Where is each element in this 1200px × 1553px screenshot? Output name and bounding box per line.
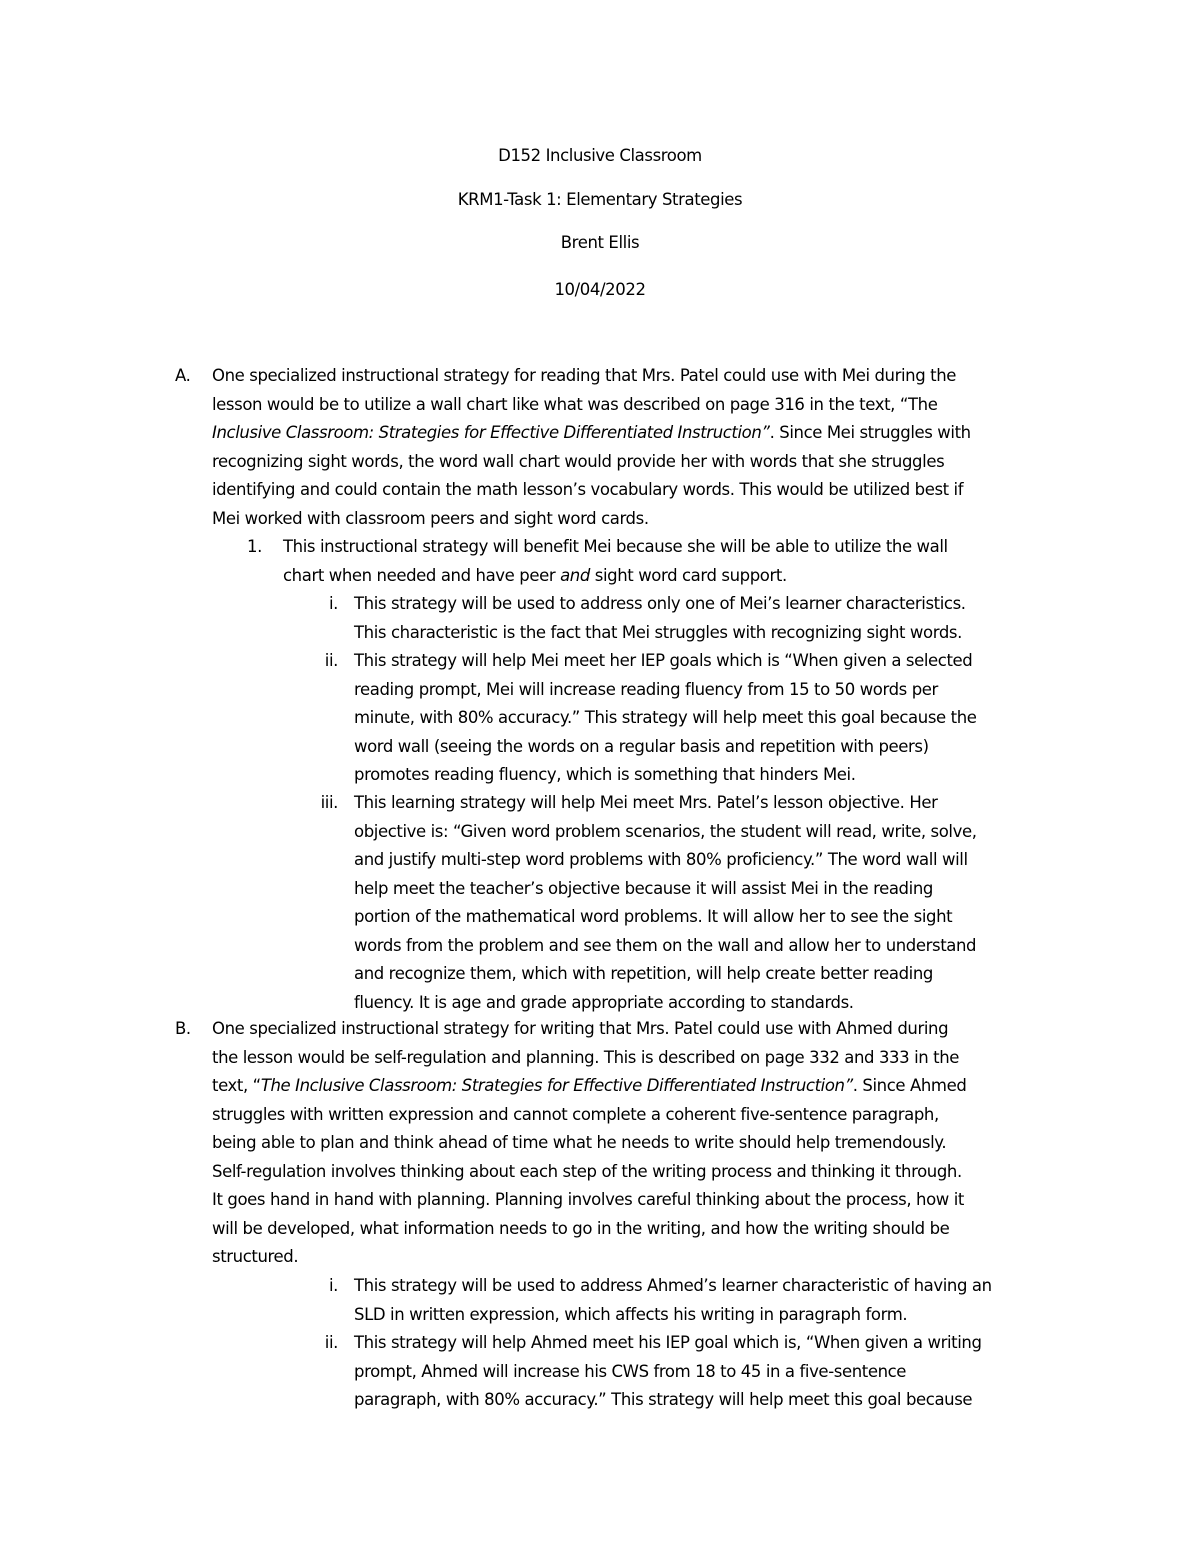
section-a-line-3-rest: . Since Mei struggles with <box>769 423 971 442</box>
b-sub-i-paragraph <box>354 1272 992 1329</box>
b-sub-ii-paragraph <box>354 1329 982 1415</box>
sub-iii-line-8: fluency. It is age and grade appropriate according to standards. <box>354 992 854 1012</box>
sub-iii-line-6: words from the problem and see them on the wall and allow her to understand <box>354 935 977 955</box>
sub-iii-line-5: portion of the mathematical word problems. It will allow her to see the sight <box>354 907 953 926</box>
item-1-marker: 1. <box>247 537 262 556</box>
section-a-line-6: Mei worked with classroom peers and sight word cards. <box>212 508 649 528</box>
section-b-line-7: It goes hand in hand with planning. Planning involves careful thinking about the process, how it <box>212 1190 964 1209</box>
item-1-line-2-pre: chart when needed and have peer <box>283 565 561 585</box>
sub-i-line-2: This characteristic is the fact that Mei struggles with recognizing sight words. <box>354 622 962 642</box>
sub-ii-line-3: minute, with 80% accuracy.” This strategy will help meet this goal because the <box>354 708 977 727</box>
section-b-paragraph <box>212 1015 966 1272</box>
b-sub-ii-line-1: This strategy will help Ahmed meet his IEP goal which is, “When given a writing <box>354 1333 982 1352</box>
sub-i-paragraph <box>354 590 966 647</box>
sub-ii-line-4: word wall (seeing the words on a regular basis and repetition with peers) <box>354 736 929 756</box>
emphasis-italic: and <box>560 565 590 585</box>
item-1-line-2-post: sight word card support. <box>589 565 787 585</box>
section-b-line-2: the lesson would be self-regulation and planning. This is described on page 332 and 333 in the <box>212 1047 960 1067</box>
sub-ii-marker: ii. <box>324 651 338 670</box>
book-title-italic: Inclusive Classroom: Strategies for Effective Differentiated Instruction” <box>212 423 770 442</box>
sub-ii-paragraph <box>354 647 977 790</box>
item-1-line-2 <box>283 562 948 591</box>
sub-iii-line-3: and justify multi-step word problems with 80% proficiency.” The word wall will <box>354 850 968 869</box>
book-title-italic: The Inclusive Classroom: Strategies for Effective Differentiated Instruction” <box>260 1076 853 1095</box>
sub-iii-line-4: help meet the teacher’s objective because it will assist Mei in the reading <box>354 878 933 898</box>
item-1-paragraph <box>283 533 948 590</box>
b-sub-i-line-1: This strategy will be used to address Ahmed’s learner characteristic of having an <box>354 1276 992 1295</box>
sub-i-line-1: This strategy will be used to address only one of Mei’s learner characteristics. <box>354 594 966 613</box>
section-b-marker: B. <box>175 1019 191 1038</box>
section-a-line-3 <box>212 419 971 448</box>
b-sub-ii-line-2: prompt, Ahmed will increase his CWS from 18 to 45 in a five-sentence <box>354 1361 907 1381</box>
b-sub-ii-line-3: paragraph, with 80% accuracy.” This strategy will help meet this goal because <box>354 1390 973 1409</box>
section-b-line-1: One specialized instructional strategy for writing that Mrs. Patel could use with Ahmed during <box>212 1019 949 1038</box>
section-a-line-5: identifying and could contain the math lesson’s vocabulary words. This would be utilized best if <box>212 480 964 499</box>
section-b-line-3 <box>212 1072 966 1101</box>
sub-ii-line-2: reading prompt, Mei will increase reading fluency from 15 to 50 words per <box>354 679 938 699</box>
section-b-line-3-rest: . Since Ahmed <box>852 1076 967 1095</box>
sub-iii-line-1: This learning strategy will help Mei meet Mrs. Patel’s lesson objective. Her <box>354 793 938 812</box>
b-sub-i-marker: i. <box>328 1276 338 1295</box>
sub-ii-line-5: promotes reading fluency, which is something that hinders Mei. <box>354 765 856 784</box>
section-a-marker: A. <box>175 366 191 385</box>
section-a-line-2: lesson would be to utilize a wall chart like what was described on page 316 in the text, “The <box>212 394 938 414</box>
author-name: Brent Ellis <box>560 233 640 252</box>
b-sub-i-line-2: SLD in written expression, which affects his writing in paragraph form. <box>354 1304 908 1324</box>
section-b-line-4: struggles with written expression and cannot complete a coherent five-sentence paragraph, <box>212 1104 939 1124</box>
section-b-line-3-pre: text, “ <box>212 1076 261 1095</box>
item-1-line-1: This instructional strategy will benefit Mei because she will be able to utilize the wall <box>283 537 948 556</box>
section-b-line-9: structured. <box>212 1247 299 1266</box>
sub-iii-line-2: objective is: “Given word problem scenarios, the student will read, write, solve, <box>354 821 977 841</box>
sub-ii-line-1: This strategy will help Mei meet her IEP goals which is “When given a selected <box>354 651 973 670</box>
sub-iii-marker: iii. <box>320 793 338 812</box>
b-sub-ii-marker: ii. <box>324 1333 338 1352</box>
section-a-paragraph <box>212 362 971 533</box>
section-b-line-8: will be developed, what information needs to go in the writing, and how the writing should be <box>212 1218 950 1238</box>
document-date: 10/04/2022 <box>554 280 646 299</box>
sub-i-marker: i. <box>328 594 338 613</box>
task-title: KRM1-Task 1: Elementary Strategies <box>457 190 743 209</box>
section-b-line-6: Self-regulation involves thinking about each step of the writing process and thinking it through. <box>212 1161 962 1181</box>
sub-iii-line-7: and recognize them, which with repetition, will help create better reading <box>354 964 933 983</box>
section-a-line-1: One specialized instructional strategy for reading that Mrs. Patel could use with Mei during the <box>212 366 957 385</box>
course-title: D152 Inclusive Classroom <box>498 146 702 165</box>
section-a-line-4: recognizing sight words, the word wall chart would provide her with words that she struggles <box>212 451 945 471</box>
sub-iii-paragraph <box>354 789 977 1017</box>
section-b-line-5: being able to plan and think ahead of time what he needs to write should help tremendously. <box>212 1133 947 1152</box>
